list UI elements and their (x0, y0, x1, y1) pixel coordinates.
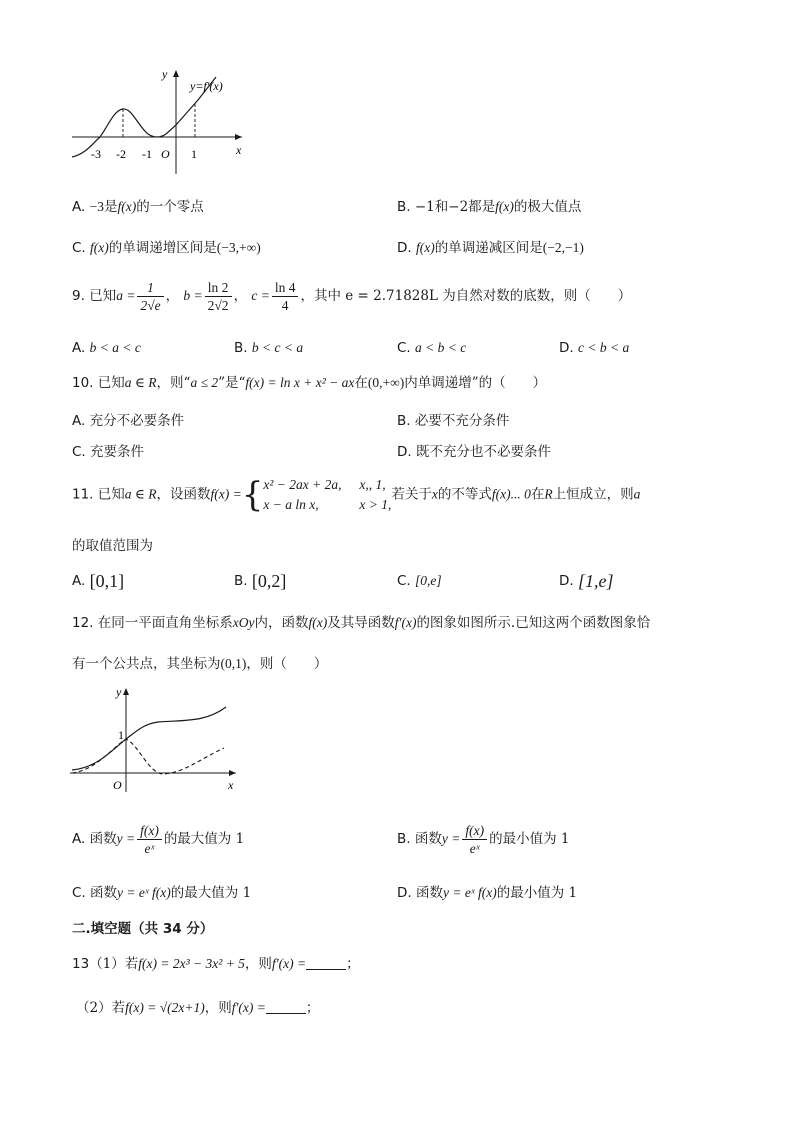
q13-part2-answer-blank[interactable] (266, 999, 306, 1014)
q13-part2: （2）若f(x) = √(2x+1)，则f′(x) = ； (76, 1000, 320, 1016)
q8-option-d[interactable]: D. f(x)的单调递减区间是(−2,−1) (397, 240, 584, 256)
x-axis-label: x (236, 143, 242, 157)
q12-stem-line2: 有一个公共点，其坐标为(0,1)，则（ ） (72, 656, 328, 672)
q10-option-a[interactable]: A. 充分不必要条件 (72, 413, 185, 429)
q12-option-b[interactable]: B. 函数y = $\frac{f(x)}{\text{eˣ}}$ 的最小值为 1 (397, 823, 570, 856)
x-axis-label: x (228, 778, 234, 792)
y-axis-label: y (116, 685, 122, 699)
q10-stem: 10. 已知a ∈ R，则“a ≤ 2”是“f(x) = ln x + x² − ax在(0,+∞)内单调递增”的（ ） (72, 375, 547, 391)
q9-c-fraction: $\frac{\ln 4}{4}$ (272, 279, 299, 314)
q9-a-fraction: $\frac{1}{2√e}$ (137, 279, 163, 314)
q9-option-a[interactable]: A. b < a < c (72, 340, 141, 356)
q12-option-a[interactable]: A. 函数y = $\frac{f(x)}{\text{eˣ}}$ 的最大值为 1 (72, 823, 245, 856)
q10-option-c[interactable]: C. 充要条件 (72, 444, 145, 460)
q11-option-c[interactable]: C. [0,e] (397, 573, 442, 589)
q11-option-d[interactable]: D. [1,e] (559, 571, 614, 591)
figure-function-graph (66, 682, 246, 794)
derivative-curve-dashed (72, 739, 224, 774)
piecewise-cases: x² − 2ax + 2a, x,, 1, x − a ln x, x > 1, (263, 477, 392, 512)
function-graph-svg (66, 682, 246, 794)
q11-option-a[interactable]: A. [0,1] (72, 571, 125, 591)
q8-option-b[interactable]: B. −1和−2都是f(x)的极大值点 (397, 199, 582, 215)
y-axis-arrow (123, 688, 129, 695)
y-axis-arrow (173, 70, 179, 77)
q10-option-b[interactable]: B. 必要不充分条件 (397, 413, 510, 429)
tick-minus-2: -2 (116, 147, 126, 161)
q12-option-c[interactable]: C. 函数y = eˣ f(x)的最大值为 1 (72, 885, 252, 901)
tick-minus-3: -3 (91, 147, 101, 161)
piecewise-brace: { (241, 475, 264, 515)
q9-option-b[interactable]: B. b < c < a (234, 340, 304, 356)
tick-minus-1: -1 (142, 147, 152, 161)
derivative-graph-svg (66, 62, 256, 180)
x-axis-arrow (235, 134, 242, 140)
q8-option-a[interactable]: A. −3是f(x)的一个零点 (72, 199, 204, 215)
y-axis-label: y (162, 67, 168, 81)
curve-label: y=f′(x) (190, 79, 223, 93)
q11-stem: 11. 已知a ∈ R，设函数f(x) ={ x² − 2ax + 2a, x,, 1, x − a ln x, x > 1, 若关于x的不等式f(x)... 0在R上恒成立，则a (72, 475, 641, 515)
q9-option-c[interactable]: C. a < b < c (397, 340, 467, 356)
q12-option-d[interactable]: D. 函数y = eˣ f(x)的最小值为 1 (397, 885, 578, 901)
tick-origin: O (161, 147, 170, 161)
q9-b-fraction: $\frac{\ln 2}{2√2}$ (205, 279, 232, 314)
q13-part1: 13（1）若f(x) = 2x³ − 3x² + 5，则f′(x) = ； (72, 956, 360, 972)
q9-stem: 9. 已知a = $\frac{1}{2√e}$ ， b = $\frac{\ln 2}{2√2}$ ， c = $\frac{\ln 4}{4}$ ，其中 e = 2.71828L 为自然对数的底数，则（ ） (72, 280, 632, 313)
origin-label: O (113, 778, 122, 792)
q13-part1-answer-blank[interactable] (306, 955, 346, 970)
q9-option-d[interactable]: D. c < b < a (559, 340, 630, 356)
q10-option-d[interactable]: D. 既不充分也不必要条件 (397, 444, 551, 460)
q12-stem: 12. 在同一平面直角坐标系xOy内，函数f(x)及其导函数f′(x)的图象如图所示.已知这两个函数图象恰 (72, 615, 651, 631)
q11-stem-line2: 的取值范围为 (72, 538, 153, 554)
q11-option-b[interactable]: B. [0,2] (234, 571, 287, 591)
x-axis-arrow (229, 770, 236, 776)
tick-1: 1 (191, 147, 197, 161)
function-curve-solid (72, 707, 226, 770)
q8-option-c[interactable]: C. f(x)的单调递增区间是(−3,+∞) (72, 240, 261, 256)
section-title-fill-in: 二.填空题（共 34 分） (72, 921, 214, 937)
figure-derivative-graph (66, 62, 256, 180)
one-label: 1 (118, 728, 124, 742)
